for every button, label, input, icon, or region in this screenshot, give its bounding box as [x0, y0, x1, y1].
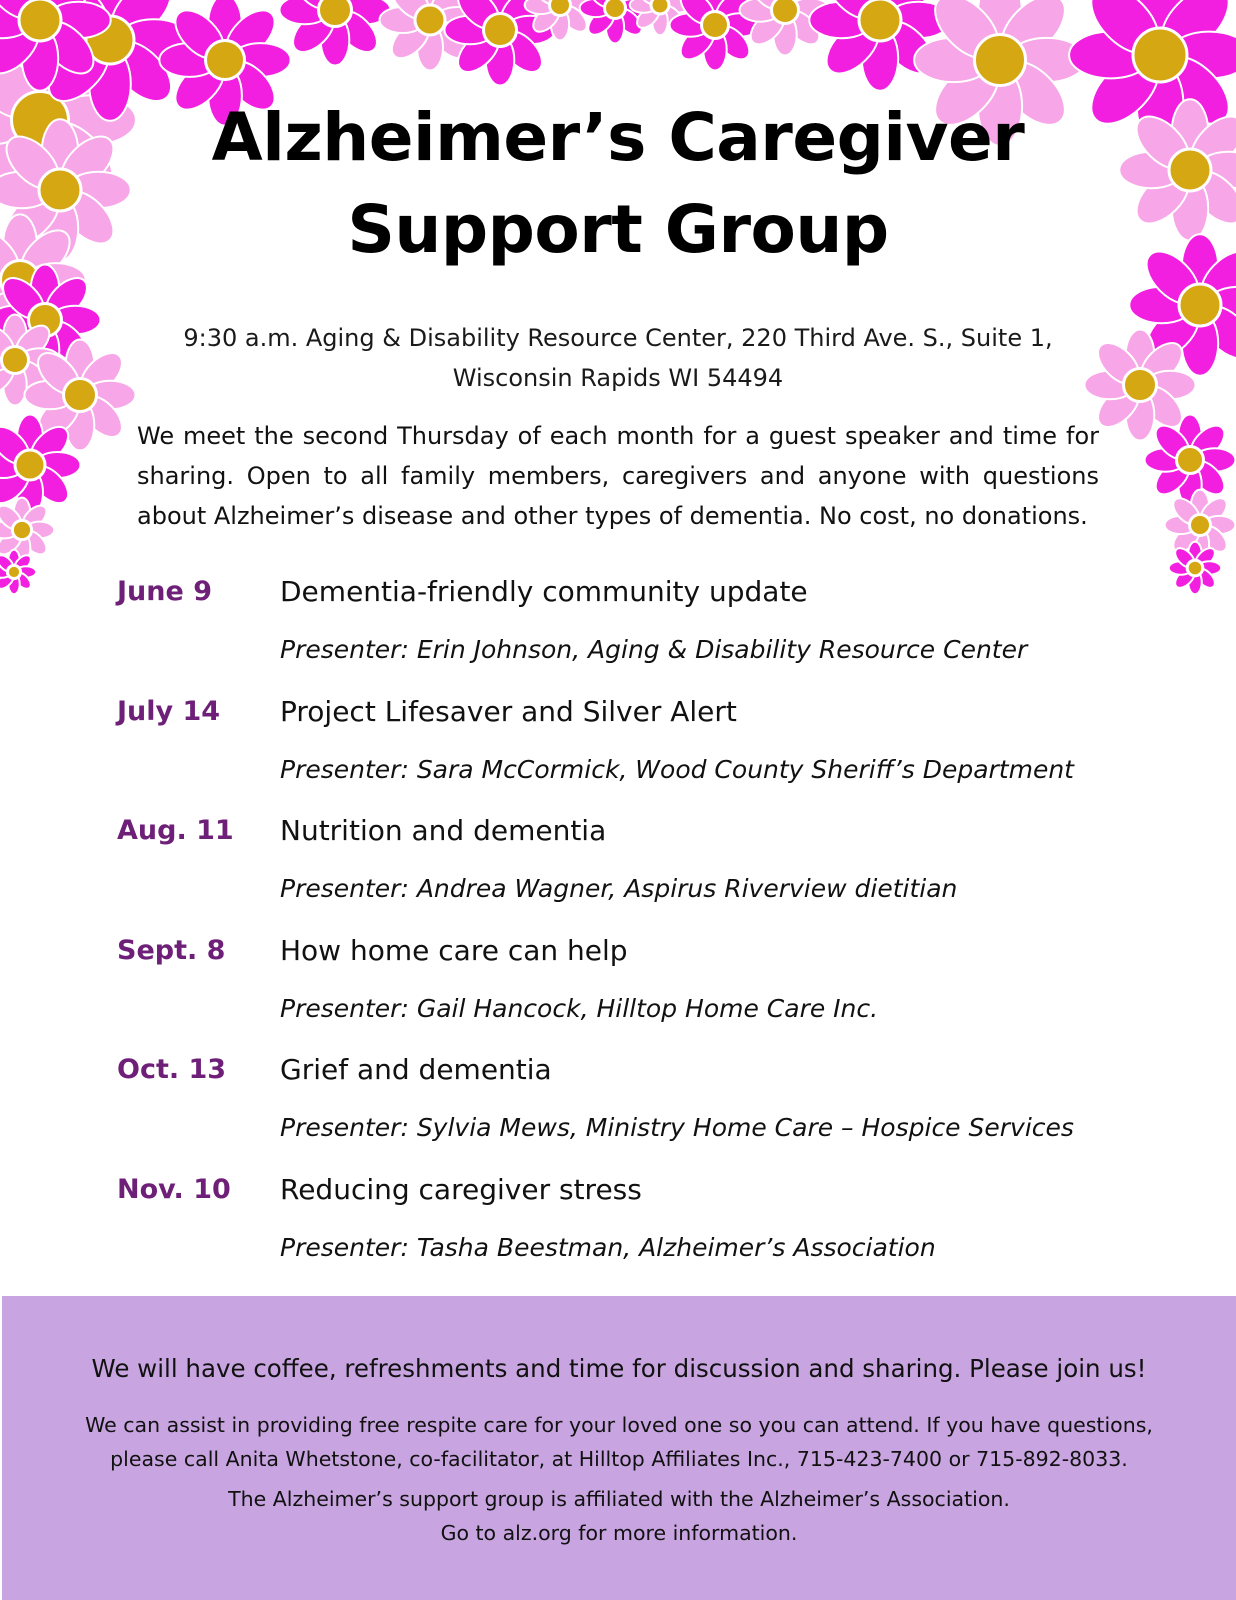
event-presenter: Presenter: Erin Johnson, Aging & Disability Resource Center: [280, 635, 1028, 664]
respite-line-2: please call Anita Whetstone, co-facilitator, at Hilltop Affiliates Inc., 715-423-7400 or 715-892-8033.: [110, 1447, 1128, 1471]
page-title-line-1: Alzheimer’s Caregiver: [211, 99, 1025, 176]
address-line-1: 9:30 a.m. Aging & Disability Resource Center, 220 Third Ave. S., Suite 1,: [183, 324, 1053, 352]
refreshments-note: We will have coffee, refreshments and time for discussion and sharing. Please join us!: [91, 1354, 1147, 1383]
event-date: Aug. 11: [117, 815, 234, 846]
event-date: Oct. 13: [117, 1054, 227, 1085]
event-topic: Project Lifesaver and Silver Alert: [280, 694, 737, 728]
event-date: Sept. 8: [117, 934, 226, 966]
schedule-item: [0, 1170, 1236, 1290]
affiliation-note: [2, 1482, 1236, 1550]
event-presenter: Presenter: Sylvia Mews, Ministry Home Care – Hospice Services: [280, 1113, 1074, 1142]
schedule-item: [0, 931, 1236, 1051]
event-date: Nov. 10: [117, 1173, 231, 1205]
meeting-address: [0, 318, 1236, 398]
schedule-item: [0, 572, 1236, 692]
schedule-item: [0, 692, 1236, 812]
respite-care-note: [42, 1408, 1196, 1476]
event-topic: Nutrition and dementia: [280, 814, 607, 847]
event-presenter: Presenter: Sara McCormick, Wood County Sheriff’s Department: [280, 754, 1074, 784]
event-presenter: Presenter: Gail Hancock, Hilltop Home Care Inc.: [280, 993, 879, 1023]
schedule-list: [0, 572, 1236, 1289]
event-topic: How home care can help: [280, 933, 628, 967]
event-topic: Grief and dementia: [280, 1053, 552, 1086]
event-topic: Dementia-friendly community update: [280, 575, 808, 608]
flower-shape: [1145, 415, 1236, 506]
event-presenter: Presenter: Tasha Beestman, Alzheimer’s Association: [280, 1232, 936, 1262]
footer-info-box: [2, 1296, 1236, 1600]
event-date: June 9: [117, 576, 212, 607]
schedule-item: [0, 1050, 1236, 1170]
event-date: July 14: [117, 695, 221, 727]
event-topic: Reducing caregiver stress: [280, 1172, 642, 1206]
affiliation-line-2: Go to alz.org for more information.: [440, 1521, 798, 1545]
respite-line-1: We can assist in providing free respite care for your loved one so you can attend. If you have questions,: [85, 1413, 1153, 1437]
flower-shape: [279, 0, 390, 66]
intro-paragraph: We meet the second Thursday of each month for a guest speaker and time for sharing. Open to all family members, caregivers and anyone with questions about Alzheimer’s disease and other types of dementia. No cost, no donations.: [137, 422, 1099, 530]
event-presenter: Presenter: Andrea Wagner, Aspirus Riverview dietitian: [280, 874, 958, 903]
schedule-item: [0, 811, 1236, 931]
affiliation-line-1: The Alzheimer’s support group is affiliated with the Alzheimer’s Association.: [228, 1487, 1010, 1511]
address-line-2: Wisconsin Rapids WI 54494: [452, 364, 784, 392]
flower-shape: [0, 498, 54, 563]
page-title-line-2: Support Group: [347, 191, 889, 268]
